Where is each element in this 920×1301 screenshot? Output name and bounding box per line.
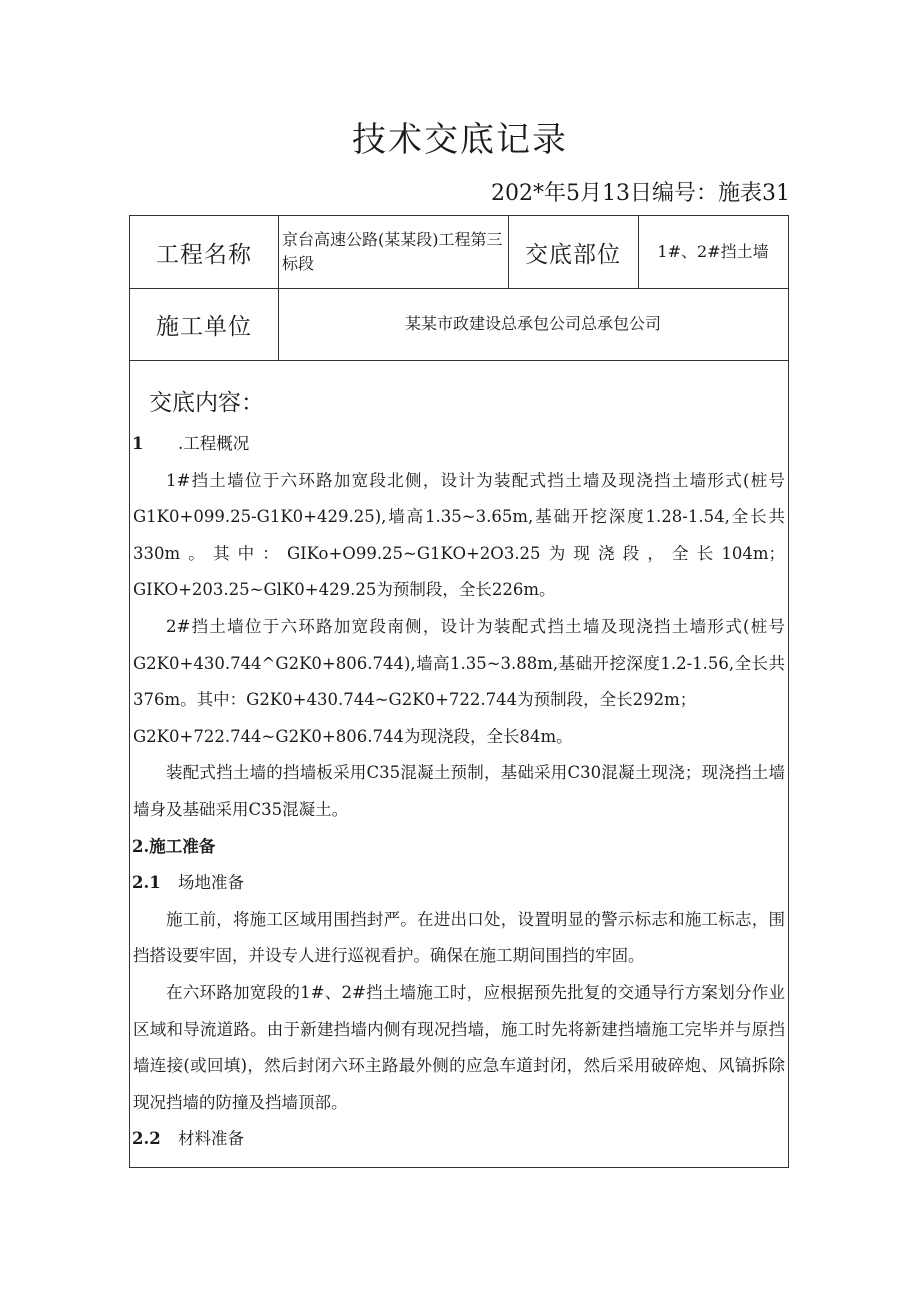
subsection-title: 场地准备 (178, 873, 244, 893)
contractor-value: 某某市政建设总承包公司总承包公司 (404, 314, 661, 333)
subsection-title: 材料准备 (178, 1129, 244, 1149)
section-heading: 2.施工准备 (132, 836, 216, 856)
contractor-label: 施工单位 (156, 313, 252, 340)
paragraph: 施工前，将施工区域用围挡封严。在进出口处，设置明显的警示标志和施工标志，围挡搭设要牢固，并设专人进行巡视看护。确保在施工期间围挡的牢固。 (133, 909, 785, 966)
paragraph: G2K0+722.744~G2K0+806.744为现浇段，全长84m。 (133, 726, 573, 746)
record-date: 202*年5月13日 (491, 181, 652, 206)
subsection-number: 2.2 (132, 1129, 161, 1149)
content-body (131, 362, 787, 1158)
subsection-number: 2.1 (132, 873, 161, 893)
section-title: .工程概况 (178, 434, 250, 453)
section-heading (131, 426, 787, 463)
paragraph: 在六环路加宽段的1#、2#挡土墙施工时，应根据预先批复的交通导行方案划分作业区域和导流道路。由于新建挡墙内侧有现况挡墙，施工时先将新建挡墙施工完毕并与原挡墙连接(或回填)，然后封闭六环主路最外侧的应急车道封闭，然后采用破碎炮、风镐拆除现况挡墙的防撞及挡墙顶部。 (133, 982, 785, 1112)
project-name-value: 京台高速公路(某某段)工程第三标段 (282, 230, 503, 273)
project-name-label: 工程名称 (156, 241, 252, 268)
paragraph: 装配式挡土墙的挡墙板采用C35混凝土预制，基础采用C30混凝土现浇；现浇挡土墙墙身及基础采用C35混凝土。 (133, 763, 785, 819)
section-number: 1 (132, 434, 144, 453)
row-divider (130, 360, 788, 361)
record-number-label: 编号： (651, 181, 718, 206)
paragraph: 1#挡土墙位于六环路加宽段北侧，设计为装配式挡土墙及现浇挡土墙形式(桩号G1K0+099.25-G1K0+429.25),墙高1.35~3.65m,基础开挖深度1.28-1.54,全长共330m。其中：GIKo+O99.25~G1KO+2O3.25为现浇段，全长104m；GIKO+203.25~GlK0+429.25为预制段，全长226m。 (133, 470, 785, 600)
content-heading: 交底内容： (149, 390, 264, 416)
location-label: 交底部位 (525, 241, 621, 268)
paragraph: 2#挡土墙位于六环路加宽段南侧，设计为装配式挡土墙及现浇挡土墙形式(桩号G2K0+430.744^G2K0+806.744),墙高1.35~3.88m,基础开挖深度1.2-1.56,全长共376m。其中：G2K0+430.744~G2K0+722.744为预制段，全长292m； (133, 616, 785, 710)
document-title: 技术交底记录 (352, 120, 568, 160)
subsection-heading (131, 865, 787, 902)
location-value: 1#、2#挡土墙 (657, 242, 769, 261)
record-table (129, 215, 789, 1168)
record-number: 施表31 (718, 181, 790, 206)
subsection-heading (131, 1121, 787, 1158)
dateline (487, 176, 790, 207)
